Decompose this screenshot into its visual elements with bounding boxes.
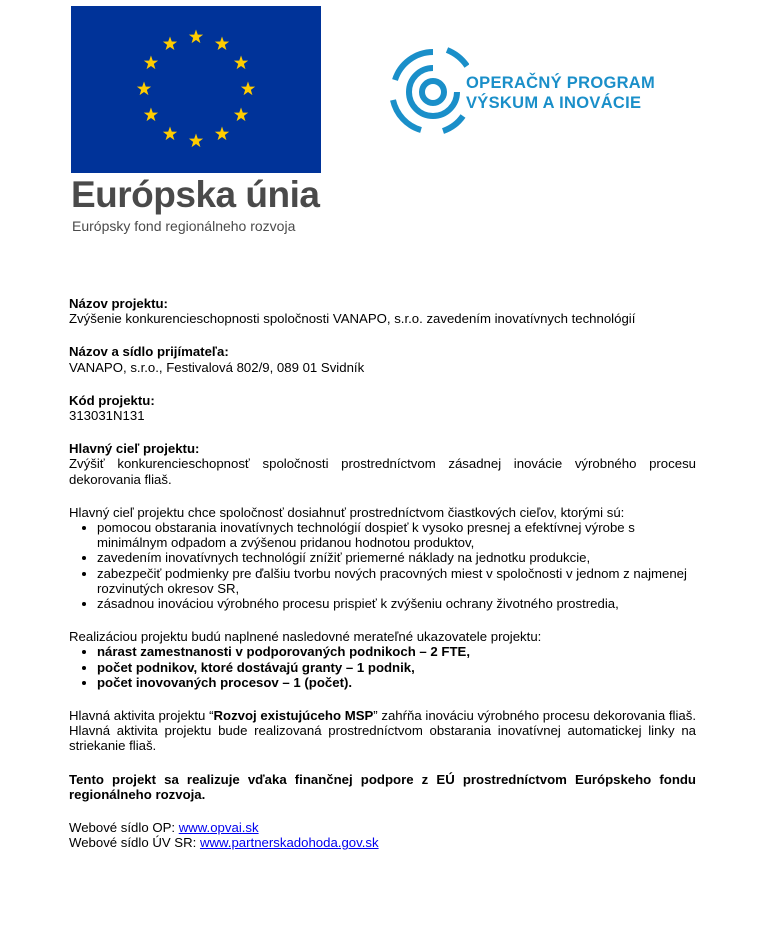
eu-subtitle: Európsky fond regionálneho rozvoja (72, 218, 296, 234)
project-code-label: Kód projektu: (69, 392, 155, 408)
list-item: • pomocou obstarania inovatívnych technológií dospieť k vysoko presnej a efektívnej výrobe s minimálnym odpadom a zvýšenou pridanou hodnotou produktov, (97, 520, 696, 550)
project-name-label: Názov projektu: (69, 296, 168, 311)
eu-title: Európska únia (71, 174, 320, 215)
indicators-section (69, 629, 696, 690)
list-item: • zavedením inovatívnych technológií znížiť priemerné náklady na jednotku produkcie, (97, 550, 696, 565)
list-item: • zásadnou inováciou výrobného procesu prispieť k zvýšeniu ochrany životného prostredia, (97, 596, 696, 611)
web-op-row (69, 820, 696, 835)
list-item: • zabezpečiť podmienky pre ďalšiu tvorbu nových pracovných miest v spoločnosti v jednom z najmenej rozvinutých okresov SR, (97, 566, 696, 596)
project-code-value: 313031N131 (69, 408, 145, 424)
web-uv-label: Webové sídlo ÚV SR: (69, 835, 200, 851)
recipient-section (69, 344, 696, 374)
eu-flag-logo (71, 6, 321, 173)
web-uv-link[interactable]: www.partnerskadohoda.gov.sk (199, 835, 379, 851)
web-uv-row (69, 835, 696, 850)
subgoals-list (69, 520, 696, 611)
op-program-logo-icon (381, 38, 469, 150)
project-name-value: Zvýšenie konkurencieschopnosti spoločnosti VANAPO, s.r.o. zavedením inovatívnych technológií (69, 311, 636, 327)
list-item: • nárast zamestnanosti v podporovaných podnikoch – 2 FTE, (97, 644, 696, 659)
recipient-value: VANAPO, s.r.o., Festivalová 802/9, 089 01 Svidník (69, 359, 365, 375)
recipient-label: Názov a sídlo prijímateľa: (69, 344, 229, 360)
subgoals-intro: Hlavný cieľ projektu chce spoločnosť dosiahnuť prostredníctvom čiastkových cieľov, ktorými sú: (69, 504, 625, 520)
indicators-list (69, 644, 696, 690)
goal-label: Hlavný cieľ projektu: (69, 441, 200, 457)
op-program-name (466, 73, 655, 113)
web-op-label: Webové sídlo OP: (69, 820, 179, 836)
goal-value: Zvýšiť konkurencieschopnosť spoločnosti prostredníctvom zásadnej inovácie výrobného procesu dekorovania fliaš. (69, 456, 696, 487)
activity-paragraph (69, 708, 696, 754)
op-line-2: VÝSKUM A INOVÁCIE (466, 94, 642, 112)
web-op-link[interactable]: www.opvai.sk (178, 820, 259, 836)
subgoals-section (69, 505, 696, 611)
project-info (69, 296, 696, 850)
indicators-intro: Realizáciou projektu budú naplnené nasledovné merateľné ukazovatele projektu: (69, 629, 542, 645)
web-links (69, 820, 696, 850)
goal-section (69, 441, 696, 487)
list-item: • počet podnikov, ktoré dostávajú granty – 1 podnik, (97, 660, 696, 675)
activity-post: ” zahŕňa inováciu výrobného procesu dekorovania fliaš. Hlavná aktivita projektu bude realizovaná prostredníctvom obstarania inovatívnej automatickej linky na striekanie fliaš. (69, 708, 697, 754)
funding-note: Tento projekt sa realizuje vďaka finančnej podpore z EÚ prostredníctvom Európskeho fondu regionálneho rozvoja. (69, 771, 696, 802)
list-item: • počet inovovaných procesov – 1 (počet). (97, 675, 696, 690)
project-name-section (69, 296, 696, 326)
project-code-section (69, 393, 696, 423)
op-line-1: OPERAČNÝ PROGRAM (466, 74, 656, 92)
activity-pre: Hlavná aktivita projektu “ (69, 708, 214, 724)
activity-name: Rozvoj existujúceho MSP (213, 708, 374, 724)
